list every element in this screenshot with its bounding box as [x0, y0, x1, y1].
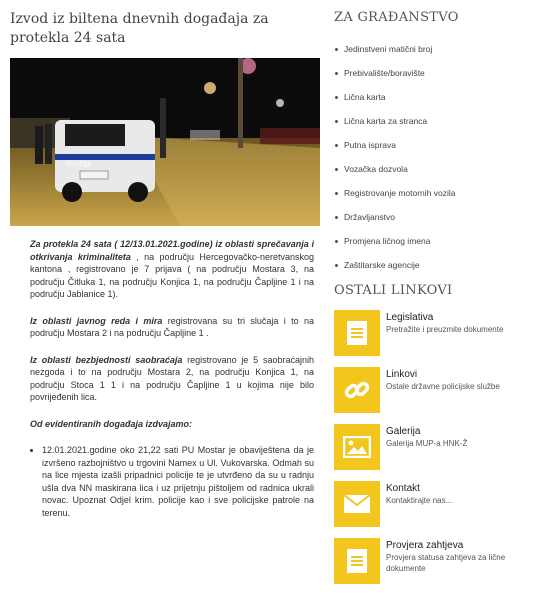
card-galerija[interactable] — [334, 424, 530, 470]
card-desc: Galerija MUP-a HNK-Ž — [386, 439, 468, 448]
article-paragraph: Iz oblasti bezbjednosti saobraćaja registrovano je 5 saobraćajnih nezgoda i to na području Mostara 2, na području Konjica 1, na području Stoca 1 1 i na području Čapljine 1 u kojima nije bilo povrijeđenih lica. — [30, 354, 314, 402]
document-icon — [334, 538, 380, 584]
card-desc: Pretražite i preuzmite dokumente — [386, 325, 504, 334]
card-desc: Ostale državne policijske službe — [386, 382, 500, 391]
article-title: Izvod iz biltena dnevnih događaja za protekla 24 sata — [10, 11, 269, 46]
event-list — [30, 444, 314, 519]
card-title[interactable]: Provjera zahtjeva — [386, 540, 464, 551]
sidebar-link[interactable]: Lična karta — [334, 85, 530, 109]
sidebar-link[interactable]: Registrovanje motornih vozila — [334, 181, 530, 205]
sidebar-link[interactable]: Jedinstveni matični broj — [334, 37, 530, 61]
sidebar-link[interactable]: Promjena ličnog imena — [334, 229, 530, 253]
sidebar-link[interactable]: Lična karta za stranca — [334, 109, 530, 133]
card-provjera-zahtjeva[interactable] — [334, 538, 530, 584]
article-paragraph: Iz oblasti javnog reda i mira registrovana su tri slučaja i to na području Mostara 2 i na području Čapljine 1 . — [30, 315, 314, 338]
card-title[interactable]: Galerija — [386, 426, 421, 437]
sidebar-heading-other-links: OSTALI LINKOVI — [334, 283, 453, 298]
sidebar-link[interactable]: Putna isprava — [334, 133, 530, 157]
sidebar-link[interactable]: Prebivalište/boravište — [334, 61, 530, 85]
card-title[interactable]: Legislativa — [386, 312, 434, 323]
article-paragraph: Za protekla 24 sata ( 12/13.01.2021.godine) iz oblasti sprečavanja i otkrivanja kriminaliteta , na području Hercegovačko-neretvanskog kantona , registrovano je 7 prijava ( na području Mostara 3, na području Čitluka 1, na području Konjica 1, na području Čapljine 1 i na području Jablanice 1). — [30, 239, 314, 299]
card-kontakt[interactable] — [334, 481, 530, 527]
sidebar-link[interactable]: Državljanstvo — [334, 205, 530, 229]
link-icon — [334, 367, 380, 413]
document-icon — [334, 310, 380, 356]
card-legislativa[interactable] — [334, 310, 530, 356]
image-icon — [334, 424, 380, 470]
card-title[interactable]: Linkovi — [386, 369, 418, 380]
article-photo — [10, 58, 320, 226]
main-content — [10, 10, 320, 519]
envelope-icon — [334, 481, 380, 527]
card-desc: Provjera statusa zahtjeva za lične dokumente — [386, 553, 506, 573]
photo-plate-text: POLICIJA — [66, 161, 92, 168]
article-paragraph: Od evidentiranih događaja izdvajamo: — [30, 418, 193, 429]
sidebar-heading-citizens: ZA GRAĐANSTVO — [334, 10, 459, 25]
card-linkovi[interactable] — [334, 367, 530, 413]
sidebar-link[interactable]: Zaštitarske agencije — [334, 253, 530, 277]
card-title[interactable]: Kontakt — [386, 483, 420, 494]
article-body — [30, 238, 314, 519]
citizen-links — [334, 37, 530, 277]
card-desc: Kontaktirajte nas... — [386, 496, 453, 505]
sidebar — [334, 10, 530, 595]
list-item: • 12.01.2021.godine oko 21,22 sati PU Mostar je obaviještena da je izvršeno razbojništvo u trgovini Namex u Ul. Vukovarska. Odmah su na lice mjesta izašli pripadnici policije te je utvrđeno da su u radnju ušla dva NN maskirana lica i uz prijetnju pištoljem od radnica ukrali novac. Upoznat Odjel krim. policije kao i sve policijske patrole na terenu. — [42, 444, 314, 519]
sidebar-link[interactable]: Vozačka dozvola — [334, 157, 530, 181]
